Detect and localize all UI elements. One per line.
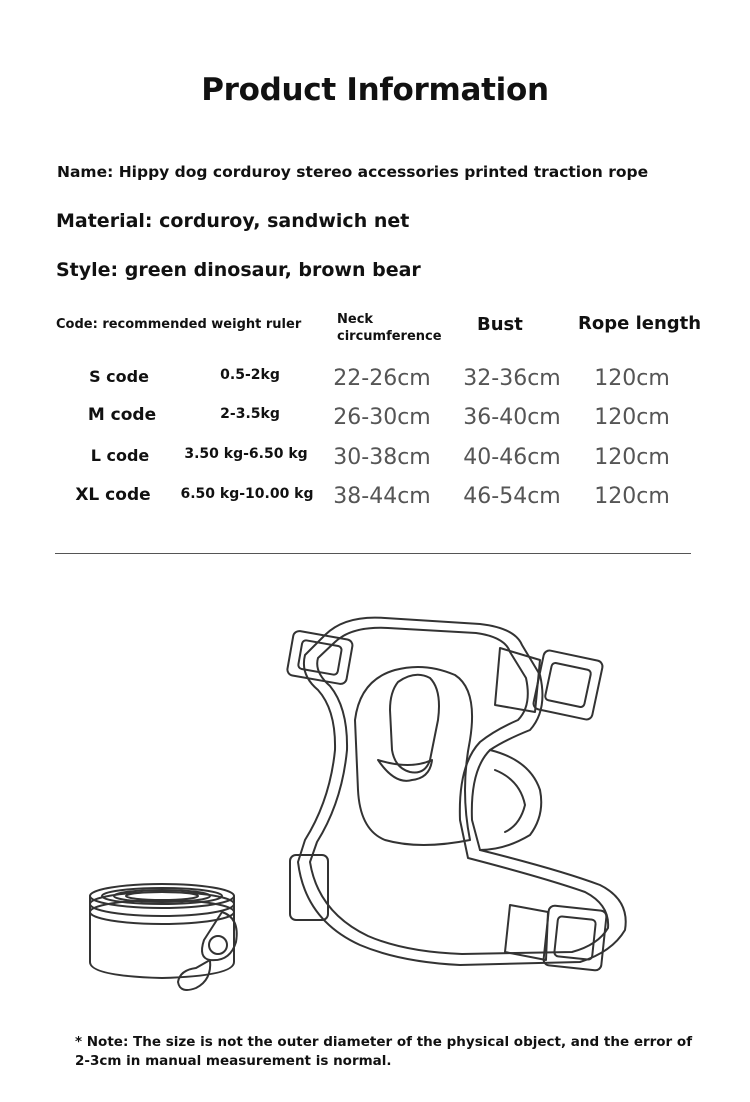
buckle-bottom-right [543, 905, 607, 971]
row-neck: 22-26cm [333, 366, 431, 391]
harness-inner-rim [310, 628, 608, 954]
leash-coil [90, 884, 234, 978]
buckle-top-right [532, 649, 603, 720]
strap-bottom-left [290, 855, 328, 920]
harness-center-panel [355, 667, 472, 845]
row-size: XL code [75, 485, 151, 505]
footnote-line-2: 2-3cm in manual measurement is normal. [75, 1053, 392, 1069]
harness-handle [390, 675, 439, 773]
row-weight: 0.5-2kg [220, 367, 280, 383]
footnote [75, 1033, 695, 1071]
row-bust: 32-36cm [463, 366, 561, 391]
row-weight: 6.50 kg-10.00 kg [180, 486, 314, 502]
harness-body [298, 618, 626, 965]
product-style: Style: green dinosaur, brown bear [56, 259, 421, 281]
footnote-line-1: * Note: The size is not the outer diameter of the physical object, and the error of [75, 1034, 693, 1050]
header-bust: Bust [477, 314, 523, 335]
row-size: L code [90, 446, 150, 465]
row-rope: 120cm [594, 366, 670, 391]
product-illustration [0, 600, 750, 1020]
header-rope-length: Rope length [578, 313, 702, 334]
row-rope: 120cm [594, 405, 670, 430]
header-neck-line2: circumference [337, 329, 442, 344]
row-size: S code [89, 367, 149, 386]
row-rope: 120cm [594, 484, 670, 509]
page-title: Product Information [201, 72, 549, 108]
row-neck: 38-44cm [333, 484, 431, 509]
row-weight: 2-3.5kg [220, 406, 280, 422]
row-bust: 36-40cm [463, 405, 561, 430]
header-code-weight: Code: recommended weight ruler [56, 317, 302, 332]
row-rope: 120cm [594, 445, 670, 470]
row-size: M code [87, 405, 157, 425]
row-bust: 46-54cm [463, 484, 561, 509]
row-weight: 3.50 kg-6.50 kg [184, 446, 308, 462]
row-neck: 26-30cm [333, 405, 431, 430]
product-name: Name: Hippy dog corduroy stereo accessories printed traction rope [57, 163, 649, 181]
section-divider [55, 553, 691, 554]
product-material: Material: corduroy, sandwich net [56, 210, 410, 232]
row-bust: 40-46cm [463, 445, 561, 470]
header-neck-line1: Neck [337, 312, 374, 327]
header-neck [337, 311, 457, 345]
row-neck: 30-38cm [333, 445, 431, 470]
